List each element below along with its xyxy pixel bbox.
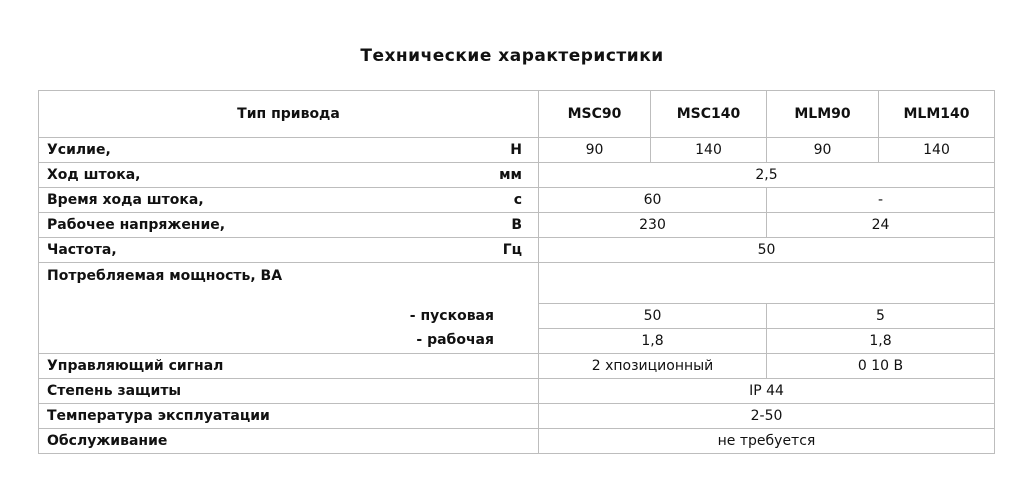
row-label: Потребляемая мощность, ВА bbox=[39, 263, 539, 304]
row-sublabel: - рабочая bbox=[39, 328, 539, 353]
cell-value: IP 44 bbox=[539, 378, 995, 403]
table-row-force bbox=[39, 138, 995, 163]
cell-value: 2,5 bbox=[539, 163, 995, 188]
type-header: Тип привода bbox=[39, 91, 539, 138]
table-row-power bbox=[39, 263, 995, 304]
model-header-mlm90: MLM90 bbox=[767, 91, 879, 138]
cell-value: не требуется bbox=[539, 428, 995, 453]
table-row-frequency bbox=[39, 238, 995, 263]
header-row bbox=[39, 91, 995, 138]
row-unit: Гц bbox=[419, 238, 539, 263]
cell-value-mlm: 24 bbox=[767, 213, 995, 238]
table-row-voltage bbox=[39, 213, 995, 238]
table-row-control bbox=[39, 353, 995, 378]
row-label: Частота, bbox=[39, 238, 419, 263]
cell-value-mlm: 5 bbox=[767, 303, 995, 328]
cell-value-mlm: 1,8 bbox=[767, 328, 995, 353]
cell-value-msc: 2 хпозиционный bbox=[539, 353, 767, 378]
cell-value-msc: 60 bbox=[539, 188, 767, 213]
row-unit: Н bbox=[419, 138, 539, 163]
cell-value-msc: 50 bbox=[539, 303, 767, 328]
row-unit: мм bbox=[419, 163, 539, 188]
model-header-msc90: MSC90 bbox=[539, 91, 651, 138]
row-label: Рабочее напряжение, bbox=[39, 213, 419, 238]
row-label: Усилие, bbox=[39, 138, 419, 163]
table-row-power-work bbox=[39, 328, 995, 353]
table-row-service bbox=[39, 428, 995, 453]
cell-value: 90 bbox=[539, 138, 651, 163]
cell-value-mlm: 0 10 В bbox=[767, 353, 995, 378]
table-row-stroke-time bbox=[39, 188, 995, 213]
row-label: Температура эксплуатации bbox=[39, 403, 539, 428]
cell-empty bbox=[539, 263, 995, 304]
spec-table bbox=[38, 90, 995, 454]
table-row-stroke bbox=[39, 163, 995, 188]
row-label: Ход штока, bbox=[39, 163, 419, 188]
row-sublabel: - пусковая bbox=[39, 303, 539, 328]
row-label: Время хода штока, bbox=[39, 188, 419, 213]
cell-value: 90 bbox=[767, 138, 879, 163]
row-label: Обслуживание bbox=[39, 428, 539, 453]
cell-value: 140 bbox=[879, 138, 995, 163]
row-label: Управляющий сигнал bbox=[39, 353, 539, 378]
table-row-power-start bbox=[39, 303, 995, 328]
model-header-msc140: MSC140 bbox=[651, 91, 767, 138]
row-unit: с bbox=[419, 188, 539, 213]
page-title: Технические характеристики bbox=[360, 46, 664, 66]
cell-value: 140 bbox=[651, 138, 767, 163]
cell-value-msc: 1,8 bbox=[539, 328, 767, 353]
cell-value: 2-50 bbox=[539, 403, 995, 428]
table-row-protection bbox=[39, 378, 995, 403]
table-row-temperature bbox=[39, 403, 995, 428]
row-label: Степень защиты bbox=[39, 378, 539, 403]
cell-value-mlm: - bbox=[767, 188, 995, 213]
row-unit: В bbox=[419, 213, 539, 238]
cell-value: 50 bbox=[539, 238, 995, 263]
model-header-mlm140: MLM140 bbox=[879, 91, 995, 138]
cell-value-msc: 230 bbox=[539, 213, 767, 238]
